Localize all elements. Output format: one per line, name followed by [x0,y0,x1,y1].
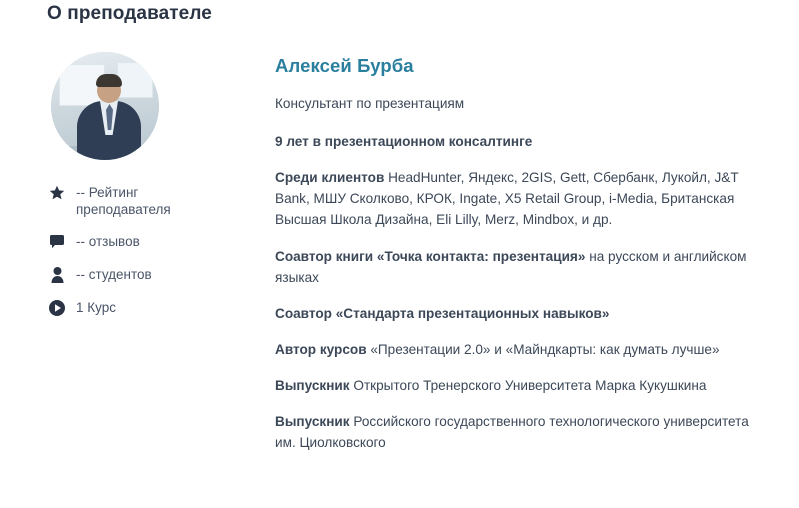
teacher-courses [275,339,770,360]
teacher-courses-label: Автор курсов [275,342,367,357]
stat-rating [47,184,237,218]
stat-courses-text [76,299,116,316]
teacher-alumni-1-label: Выпускник [275,378,350,393]
play-circle-icon [47,299,67,317]
teacher-book-text: на русском и английском языках [275,249,747,285]
stat-students-label: студентов [88,267,152,282]
avatar-window-right [117,62,153,98]
stat-courses-value: 1 [76,300,84,315]
page-title: О преподавателе [47,3,212,24]
stat-reviews [47,233,237,251]
teacher-book-label: Соавтор книги «Точка контакта: презентация» [275,249,586,264]
teacher-stats-list [47,184,237,317]
teacher-experience: 9 лет в презентационном консалтинге [275,134,533,149]
stat-rating-text [76,184,226,218]
stat-rating-value: -- [76,185,85,200]
teacher-alumni-2-label: Выпускник [275,414,350,429]
avatar [51,52,159,160]
stat-students-value: -- [76,267,85,282]
teacher-alumni-1 [275,375,770,396]
teacher-summary-column [47,52,237,332]
teacher-bio-column [275,55,770,468]
stat-reviews-text [76,233,140,250]
avatar-hair [96,74,122,87]
teacher-clients [275,167,770,230]
stat-reviews-label: отзывов [88,234,140,249]
teacher-standard: Соавтор «Стандарта презентационных навыков» [275,306,610,321]
teacher-clients-label: Среди клиентов [275,170,385,185]
star-icon [47,184,67,202]
teacher-book [275,246,770,288]
stat-students [47,266,237,284]
stat-students-text [76,266,152,283]
comment-icon [47,233,67,251]
stat-rating-label: Рейтинг преподавателя [76,185,171,217]
teacher-alumni-2-text: Российского государственного технологического университета им. Циолковского [275,414,749,450]
teacher-alumni-1-text: Открытого Тренерского Университета Марка Кукушкина [349,378,707,393]
teacher-clients-text: HeadHunter, Яндекс, 2GIS, Gett, Сбербанк, Лукойл, J&T Bank, МШУ Сколково, КРОК, Ingate, X5 Retail Group, i-Media, Британская Высшая Школа Дизайна, Eli Lilly, Merz, Mindbox, и др. [275,170,739,227]
stat-courses [47,299,237,317]
teacher-alumni-2 [275,411,770,453]
teacher-name: Алексей Бурба [275,55,414,76]
stat-reviews-value: -- [76,234,85,249]
teacher-role: Консультант по презентациям [275,96,465,111]
user-icon [47,266,67,284]
teacher-courses-text: «Презентации 2.0» и «Майндкарты: как думать лучше» [366,342,720,357]
stat-courses-label: Курс [87,300,117,315]
